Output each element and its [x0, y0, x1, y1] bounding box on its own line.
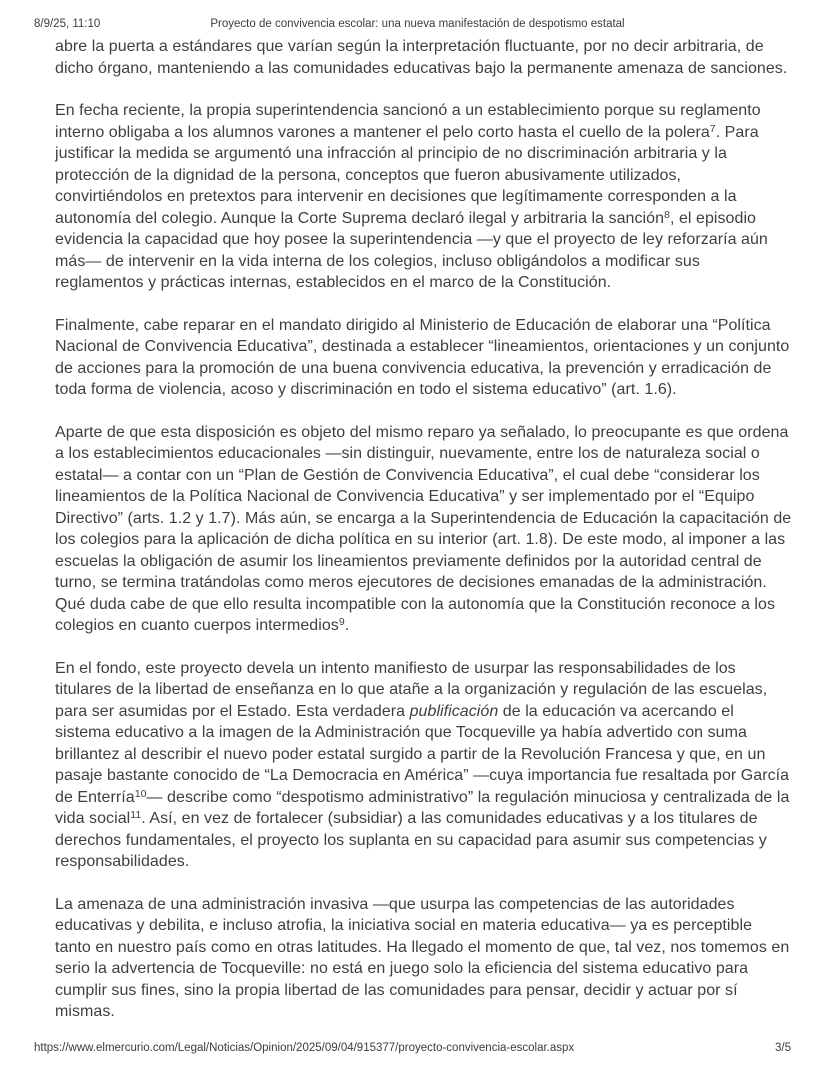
source-url: https://www.elmercurio.com/Legal/Noticias/Opinion/2025/09/04/915377/proyecto-convivencia-escolar.aspx — [34, 1042, 575, 1054]
print-datetime: 8/9/25, 11:10 — [34, 18, 101, 30]
article-paragraph-3: Finalmente, cabe reparar en el mandato dirigido al Ministerio de Educación de elaborar una “Política Nacional de Convivencia Educativa”, destinada a establecer “lineamientos, orientaciones y un conjunto de acciones para la promoción de una buena convivencia educativa, la prevención y erradicación de toda forma de violencia, acoso y discriminación en todo el sistema educativo” (art. 1.6). — [55, 316, 790, 398]
print-header — [34, 18, 801, 34]
article-body — [55, 36, 792, 1036]
article-paragraph-6: La amenaza de una administración invasiva —que usurpa las competencias de las autoridades educativas y debilita, e incluso atrofia, la iniciativa social en materia educativa— ya es perceptible tanto en nuestro país como en otras latitudes. Ha llegado el momento de que, tal vez, nos tomemos en serio la advertencia de Tocqueville: no está en juego solo la eficiencia del sistema educativo para cumplir sus fines, sino la propia libertad de las comunidades para pensar, decidir y actuar por sí mismas. — [55, 895, 790, 1020]
document-title: Proyecto de convivencia escolar: una nueva manifestación de despotismo estatal — [210, 18, 625, 30]
article-paragraph-2: En fecha reciente, la propia superintendencia sancionó a un establecimiento porque su reglamento interno obligaba a los alumnos varones a mantener el pelo corto hasta el cuello de la polera$^7$. Para justificar la medida se argumentó una infracción al principio de no discriminación arbitraria y la protección de la dignidad de la persona, conceptos que fueron abusivamente utilizados, convirtiéndolos en pretextos para intervenir en decisiones que legítimamente corresponden a la autonomía del colegio. Aunque la Corte Suprema declaró ilegal y arbitraria la sanción$^8$, el episodio evidencia la capacidad que hoy posee la superintendencia —y que el proyecto de ley reforzaría aún más— de intervenir en la vida interna de los colegios, incluso obligándolos a modificar sus reglamentos y prácticas internas, establecidos en el marco de la Constitución. — [55, 102, 768, 291]
article-paragraph-4: Aparte de que esta disposición es objeto del mismo reparo ya señalado, lo preocupante es que ordena a los establecimientos educacionales —sin distinguir, nuevamente, entre los de naturaleza social o estatal— a contar con un “Plan de Gestión de Convivencia Educativa”, el cual debe “considerar los lineamientos de la Política Nacional de Convivencia Educativa” y ser implementado por el “Equipo Directivo” (arts. 1.2 y 1.7). Más aún, se encarga a la Superintendencia de Educación la capacitación de los colegios para la aplicación de dicha política en su interior (art. 1.8). De este modo, al imponer a las escuelas la obligación de asumir los lineamientos previamente definidos por la autoridad central de turno, se termina tratándolas como meros ejecutores de decisiones emanadas de la administración. Qué duda cabe de que ello resulta incompatible con la autonomía que la Constitución reconoce a los colegios en cuanto cuerpos intermedios$^9$. — [55, 423, 792, 634]
article-paragraph-5: En el fondo, este proyecto devela un intento manifiesto de usurpar las responsabilidades de los titulares de la libertad de enseñanza en lo que atañe a la organización y regulación de las escuelas, para ser asumidas por el Estado. Esta verdadera publificación de la educación va acercando el sistema educativo a la imagen de la Administración que Tocqueville ya había advertido con suma brillantez al describir el nuevo poder estatal surgido a partir de la Revolución Francesa y que, en un pasaje bastante conocido de “La Democracia en América” —cuya importancia fue resaltada por García de Enterría$^{10}$— describe como “despotismo administrativo” la regulación minuciosa y centralizada de la vida social$^{11}$. Así, en vez de fortalecer (subsidiar) a las comunidades educativas y a los titulares de derechos fundamentales, el proyecto los suplanta en su capacidad para asumir sus competencias y responsabilidades. — [55, 659, 790, 870]
article-paragraph-1: abre la puerta a estándares que varían según la interpretación fluctuante, por no decir arbitraria, de dicho órgano, manteniendo a las comunidades educativas bajo la permanente amenaza de sanciones. — [55, 38, 788, 77]
print-footer — [34, 1042, 801, 1058]
page-number: 3/5 — [775, 1042, 791, 1054]
